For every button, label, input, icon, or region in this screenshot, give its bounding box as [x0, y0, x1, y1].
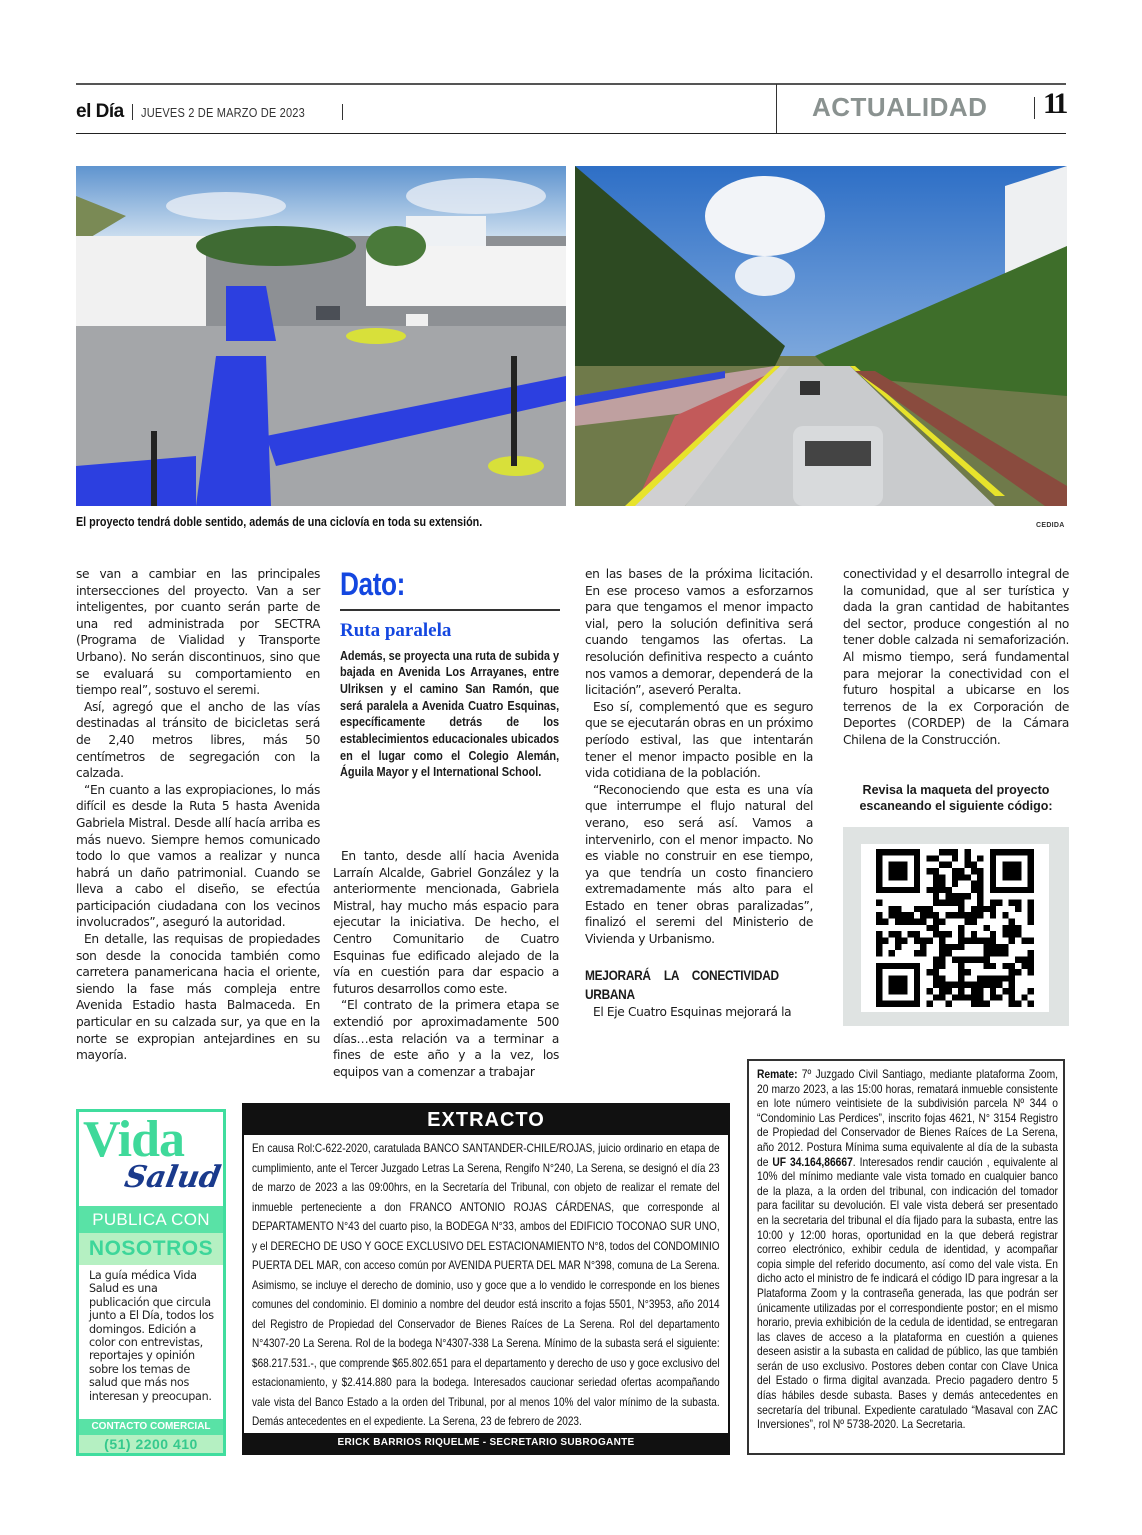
dato-text: Además, se proyecta una ruta de subida y bajada en Avenida Los Arrayanes, entre Ulriksen y el camino San Ramón, que será paralela a Avenida Cuatro Esquinas, específicamente detrás de los establecimientos educacionales ubicados en el lugar como el Colegio Alemán, Águila Mayor y el International School.	[340, 647, 560, 780]
page-number-separator	[1034, 97, 1035, 119]
paragraph: El Eje Cuatro Esquinas mejorará la	[593, 1004, 792, 1019]
article-column-2	[333, 848, 559, 1080]
paragraph: En detalle, las requisas de propiedades son desde la conocida también como carretera panamericana hacia el oriente, siendo la fase más compleja entre Avenida Estadio hasta Balmaceda. En particular en su calzada sur, ya que en la norte se expropian antejardines en su mayoría.	[76, 932, 320, 1063]
avenue-render-image	[575, 166, 1067, 506]
photo-avenue-render	[575, 166, 1067, 506]
remate-body	[757, 1067, 1058, 1432]
dato-divider	[340, 609, 560, 611]
dato-subtitle: Ruta paralela	[340, 619, 452, 641]
newspaper-logo[interactable]: el Día	[76, 101, 124, 122]
remate-notice	[747, 1059, 1065, 1455]
paragraph: “El contrato de la primera etapa se extendió por aproximadamente 500 días…esta relación va a terminar a fines de este año y a la vez, los equipos van a comenzar a trabajar	[333, 998, 559, 1079]
issue-date: JUEVES 2 DE MARZO DE 2023	[140, 104, 305, 120]
ad-body-text: La guía médica Vida Salud es una publicación que circula junto a El Día, todos los domingos. Edición a color con entrevistas, reportajes y opinión sobre los temas de salud que más nos interesan y preocupan.	[89, 1269, 214, 1403]
qr-code-icon	[866, 849, 1044, 1007]
intersection-render-image	[76, 166, 566, 506]
remate-text-2: . Interesados rendir caución , equivalente al 10% del mínimo mediante vale vista tomado en cualquier banco de la plaza, a la orden del tribunal, con indicación del tomador para facilitar su devolución. El vale vista deberá ser presentado en la secretaria del tribunal el día fijado para la subasta, entre las 10:00 y 12:00 horas, oportunidad en la que deberá registrar correo electrónico, exhibir cedula de identidad, y acompañar copia simple del referido documento, así como del vale vista. En dicho acto el ministro de fe indicará el código ID para ingresar a la Plataforma Zoom y la contraseña generada, las que podrán ser únicamente utilizadas por el correspondiente postor; en el mismo horario, previa exhibición de la cedula de identidad, se entregaran las claves de acceso a la plataforma en cuestión a quienes deseen asistir a la subasta en calidad de público, las que también serán de uso exclusivo. Postores deben contar con Clave Unica del Estado o firma digital avanzada. Precio pagadero dentro 5 días hábiles desde subasta. Bases y demás antecedentes en secretaría del tribunal. Expediente caratulado “Masaval con ZAC Inversiones”, rol Nº 5738-2020. La Secretaria.	[757, 1154, 1058, 1432]
extracto-title: EXTRACTO	[244, 1105, 728, 1135]
page-number: 11	[1043, 87, 1066, 120]
qr-code[interactable]	[861, 844, 1049, 1012]
header-separator	[342, 104, 343, 120]
photo-caption: El proyecto tendrá doble sentido, además de una ciclovía en toda su extensión.	[76, 515, 483, 529]
header-top-rule	[76, 83, 1066, 85]
photo-intersection-render	[76, 166, 566, 506]
vida-salud-ad[interactable]	[76, 1109, 226, 1456]
extracto-notice	[242, 1103, 730, 1455]
paragraph: conectividad y el desarrollo integral de la comunidad, que al ser turística y dada la gran cantidad de habitantes del sector, produce congestión al no tener doble calzada ni semaforización. Al mismo tiempo, será fundamental para mejorar la conectividad con el futuro hospital a ubicarse en los terrenos de la ex Corporación de Deportes (CORDEP) de la Cámara Chilena de la Construcción.	[843, 567, 1069, 747]
paragraph: “Reconociendo que esta es una vía que interrumpe el flujo natural del verano, eso será así. Vamos a intervenirlo, con el menor impacto. No es viable no construir en ese tiempo, ya que tendría un costo financiero extremadamente más alto para el Estado en tener obras paralizadas”, finalizó el seremi del Ministerio de Vivienda y Urbanismo.	[585, 782, 813, 947]
dato-title: Dato:	[340, 566, 405, 602]
dato-sidebar	[340, 566, 560, 781]
ad-band-publica: PUBLICA CON	[79, 1206, 223, 1233]
ad-phone[interactable]: (51) 2200 410	[79, 1435, 223, 1453]
header-separator	[132, 104, 133, 120]
article-subheading: MEJORARÁ LA CONECTIVIDAD URBANA	[585, 966, 779, 1002]
ad-brand-salud: Salud	[121, 1160, 224, 1195]
header-divider	[776, 84, 777, 134]
paragraph: Eso sí, complementó que es seguro que se ejecutarán obras en un próximo período estival, las que intentarán tener el menor impacto posible en la vida cotidiana de la población.	[585, 699, 813, 781]
paragraph: se van a cambiar en las principales intersecciones del proyecto. Van a ser inteligentes, por cuanto serán parte de una red administrada por SECTRA (Programa de Vialidad y Transporte Urbano). No serán discontinuos, sino que se evaluará su comportamiento en tiempo real”, sostuvo el seremi.	[76, 567, 320, 698]
qr-label: Revisa la maqueta del proyecto escaneando el siguiente código:	[859, 783, 1053, 813]
paragraph: Así, agregó que el ancho de las vías destinadas al tránsito de bicicletas será de 2,40 metros libres, más 50 centímetros de segregación con la calzada.	[76, 699, 320, 781]
extracto-signature: ERICK BARRIOS RIQUELME - SECRETARIO SUBROGANTE	[244, 1433, 728, 1453]
remate-amount: UF 34.164,86667	[772, 1154, 853, 1169]
extracto-body: En causa Rol:C-622-2020, caratulada BANCO SANTANDER-CHILE/ROJAS, juicio ordinario en etapa de cumplimiento, ante el Tercer Juzgado Letras La Serena, Rengifo N°240, La Serena, se designó el día 23 de marzo de 2023 a las 09:00hrs, en la Secretaría del Tribunal, con objeto de realizar el remate del inmueble perteneciente a don FRANCO ANTONIO ROJAS CÁRDENAS, que corresponde al DEPARTAMENTO N°43 del cuarto piso, la BODEGA N°33, ambos del EDIFICIO TOCONAO SUR UNO, y el DERECHO DE USO Y GOCE EXCLUSIVO DEL ESTACIONAMIENTO N°8, todos del CONDOMINIO PUERTA DEL MAR, con acceso común por AVENIDA PUERTA DEL MAR N°398, comuna de La Serena. Asimismo, se incluye el derecho de dominio, uso y goce que a lo vendido le corresponde en los bienes comunes del condominio. El dominio a nombre del deudor está inscrito a fojas 5501, N°3953, año 2014 del Registro de Propiedad del Conservador de Bienes Raíces de La Serena. Rol del departamento N°4307-20 La Serena. Rol de la bodega N°4307-338 La Serena. Mínimo de la subasta será el siguiente: $68.217.531.-, que comprende $65.802.651 para el departamento y derecho de uso y goce exclusivo del estacionamiento, y $2.414.880 para la bodega. Interesados caucionar seriedad ofertas acompañando vale vista del Banco Estado a la orden del Tribunal, por al menos 10% del valor mínimo de la subasta. Demás antecedentes en el expediente. La Serena, 23 de febrero de 2023.	[252, 1141, 720, 1428]
remate-label: Remate:	[757, 1067, 798, 1081]
article-column-3	[585, 566, 813, 1020]
ad-brand-vida: Vida	[83, 1111, 184, 1168]
paragraph: En tanto, desde allí hacia Avenida Larraín Alcalde, Gabriel González y la anteriormente mencionada, Gabriela Mistral, hay mucho más espacio para ejecutar la iniciativa. De hecho, el Centro Comunitario de Cuatro Esquinas fue edificado alejado de la vía en cuestión para dar espacio a futuros desarrollos como este.	[333, 849, 559, 996]
header-bottom-rule	[76, 133, 1066, 134]
photo-credit: CEDIDA	[1036, 522, 1065, 529]
paragraph: en las bases de la próxima licitación. En ese proceso vamos a esforzarnos para que tengamos el menor impacto vial, pero la solución definitiva será cuando tengamos las ofertas. La resolución definitiva respecto a cuánto nos vamos a demorar, dependerá de la licitación”, aseveró Peralta.	[585, 567, 813, 698]
article-column-1	[76, 566, 320, 1064]
article-column-4	[843, 566, 1069, 749]
ad-contact-label: CONTACTO COMERCIAL	[79, 1419, 223, 1435]
masthead	[76, 100, 351, 124]
section-title: ACTUALIDAD	[812, 92, 988, 122]
remate-text-1: 7º Juzgado Civil Santiago, mediante plataforma Zoom, 20 marzo 2023, a las 15:00 horas, rematará inmueble consistente en lote número veintisiete de la subdivisión parcela Nº 344 o “Condominio Las Perdices”, inscrito fojas 4621, N° 3154 Registro de Propiedad del Conservador de Bienes Raíces de La Serena, año 2012. Postura Mínima suma equivalente al día de la subasta de	[757, 1067, 1058, 1169]
ad-band-nosotros: NOSOTROS	[79, 1233, 223, 1265]
paragraph: “En cuanto a las expropiaciones, lo más difícil es desde la Ruta 5 hasta Avenida Gabriela Mistral. Desde allí hacía arriba es más nuevo. Siempre hemos comunicado todo lo que vamos a realizar y nunca habrá un daño patrimonial. Cuando se lleva a cabo el diseño, se efectúa participación ciudadana con los vecinos involucrados”, aseguró la autoridad.	[76, 782, 320, 930]
